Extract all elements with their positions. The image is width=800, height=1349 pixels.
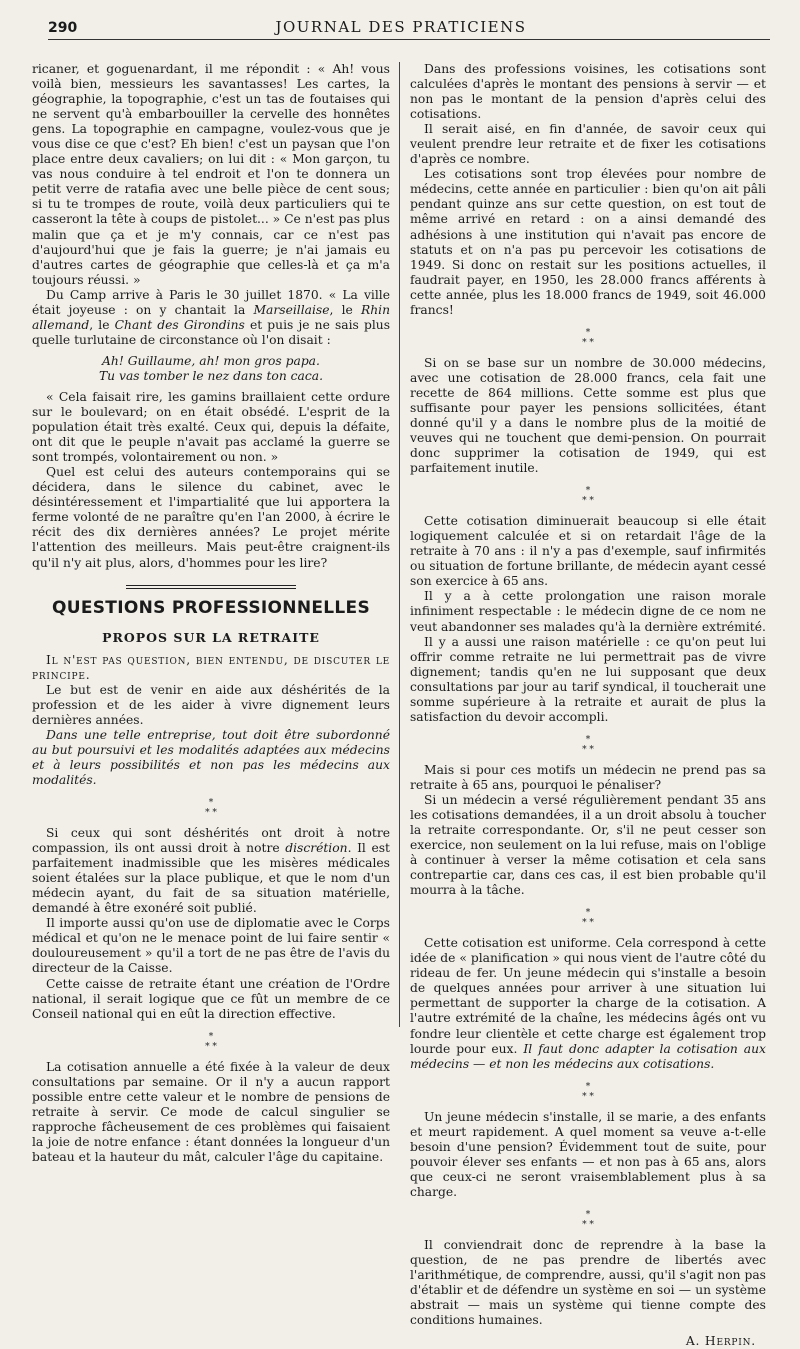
page-header	[30, 16, 772, 40]
paragraph: La cotisation annuelle a été fixée à la valeur de deux consultations par semaine. Or il n'y a aucun rapport possible entre cette valeur et le nombre de pensions de retraite à servir. Ce mode de calcul singulier se rapproche fâcheusement de ces problèmes qui faisaient la joie de notre enfance : étant données la longueur d'un bateau et la hauteur du mât, calculer l'âge du capitaine.	[32, 1059, 390, 1164]
paragraph: Un jeune médecin s'installe, il se marie, a des enfants et meurt rapidement. A quel moment sa veuve a-t-elle besoin d'une pension? Évidemment tout de suite, pour pouvoir élever ses enfants — et non pas à 65 ans, alors que ceux-ci ne seront vraisemblablement plus à sa charge.	[410, 1109, 766, 1199]
paragraph: Cette cotisation diminuerait beaucoup si elle était logiquement calculée et si on retardait l'âge de la retraite à 70 ans : il n'y a pas d'exemple, sauf infirmités ou situation de fortune brillante, de médecin ayant cessé son exercice à 65 ans.	[410, 514, 766, 589]
paragraph: Il y a aussi une raison matérielle : ce qu'on peut lui offrir comme retraite ne lui permettrait pas de vivre dignement; tandis qu'en ne lui supposant que deux consultations par jour au tarif syndical, il toucherait une somme supérieure à la retraite et aurait de plus la satisfaction du devoir accompli.	[410, 634, 766, 724]
paragraph: « Cela faisait rire, les gamins braillaient cette ordure sur le boulevard; on en était obsédé. L'esprit de la population était très exalté. Ceux qui, depuis la défaite, ont dit que le peuple n'avait pas acclamé la guerre se sont trompés, volontairement ou non. »	[32, 389, 390, 465]
asterism: * * *	[205, 1031, 217, 1052]
paragraph: Il n'est pas question, bien entendu, de discuter le principe.	[32, 652, 390, 682]
left-column	[32, 62, 390, 1165]
paragraph: Il y a à cette prolongation une raison morale infiniment respectable : le médecin digne de ce nom ne veut abandonner ses malades qu'à la dernière extrémité.	[410, 589, 766, 634]
paragraph	[410, 936, 766, 1071]
text-run: Du Camp arrive à Paris le 30 juillet 1870. « La ville était joyeuse : on y chantait la	[32, 287, 390, 317]
paragraph: Mais si pour ces motifs un médecin ne prend pas sa retraite à 65 ans, pourquoi le pénaliser?	[410, 762, 766, 792]
asterism: * * *	[582, 1209, 594, 1230]
text-run: Cette cotisation est uniforme. Cela correspond à cette idée de « planification » qui nous vient de l'autre côté du rideau de fer. Un jeune médecin qui s'installe a besoin de quelques années pour arriver à une situation lui permettant de supporter la charge de la cotisation. A l'autre extrémité de la chaîne, les médecins âgés ont vu fondre leur clientèle et cette charge est également trop lourde pour eux.	[410, 936, 766, 1056]
asterism: * * *	[582, 908, 594, 929]
paragraph: Les cotisations sont trop élevées pour nombre de médecins, cette année en particulier : bien qu'on ait pâli pendant quinze ans sur cette question, on est tout de même arrivé en retard : on a ainsi demandé des adhésions à une institution qui n'avait pas encore de statuts et on n'a pas pu percevoir les cotisations de 1949. Si donc on restait sur les positions actuelles, il faudrait payer, en 1950, les 28.000 francs afférents à cette année, plus les 18.000 francs de 1949, soit 46.000 francs!	[410, 167, 766, 317]
paragraph: Il serait aisé, en fin d'année, de savoir ceux qui veulent prendre leur retraite et de fixer les cotisations d'après ce nombre.	[410, 122, 766, 167]
emphasis: Il faut donc adapter la cotisation aux médecins — et non les médecins aux cotisations.	[410, 1041, 766, 1071]
right-column	[410, 62, 766, 1349]
paragraph: Il conviendrait donc de reprendre à la base la question, de ne pas prendre de libertés avec l'arithmétique, de comprendre, aussi, qu'il s'agit non pas d'établir et de défendre un système en soi — un système abstrait — mais un système qui tienne compte des conditions humaines.	[410, 1237, 766, 1328]
text-run: . Il est parfaitement inadmissible que les misères médicales soient étalées sur la place publique, et que le nom d'un médecin ayant, du fait de sa situation matérielle, demandé à être exonéré soit publié.	[32, 841, 391, 916]
text-run: Si ceux qui sont déshérités ont droit à notre compassion, ils ont aussi droit à notre	[32, 826, 390, 856]
paragraph: Dans des professions voisines, les cotisations sont calculées d'après le montant des pensions à servir — et non pas le montant de la pension d'après celui des cotisations.	[410, 62, 766, 122]
text-run: et puis je ne sais plus quelle turlutaine de circonstance où l'on disait :	[32, 317, 391, 347]
paragraph: ricaner, et goguenardant, il me répondit : « Ah! vous voilà bien, messieurs les savantasses! Les cartes, la géographie, la topographie, c'est un tas de foutaises qui ne servent qu'à embarbouiller la cervelle des honnêtes gens. La topographie en campagne, voulez-vous que je vous dise ce que c'est? Eh bien! c'est un paysan que l'on place entre deux cavaliers; on lui dit : « Mon garçon, tu vas nous conduire à tel endroit et l'on te donnera un petit verre de ratafia avec une belle pièce de cent sous; si tu te trompes de route, voilà deux particuliers qui te casseront la tête à coups de pistolet... » Ce n'est pas plus malin que ça et je m'y connais, car ce n'est pas d'aujourd'hui que je fais la guerre; je n'ai jamais eu d'autres cartes de géographie que celles-là et ça m'a toujours réussi. »	[32, 62, 390, 287]
asterism: * * *	[582, 327, 594, 348]
asterism: * * *	[582, 486, 594, 507]
paragraph	[32, 826, 390, 916]
journal-title: JOURNAL DES PRATICIENS	[275, 18, 527, 36]
song-title: Rhin allemand	[32, 302, 390, 332]
asterism: * * *	[205, 798, 217, 819]
paragraph: Il importe aussi qu'on use de diplomatie avec le Corps médical et qu'on ne le menace point de lui faire sentir « douloureusement » qu'il a tort de ne pas être de l'avis du directeur de la Caisse.	[32, 916, 390, 976]
verse-line: Ah! Guillaume, ah! mon gros papa.	[102, 353, 320, 368]
paragraph: Quel est celui des auteurs contemporains qui se décidera, dans le silence du cabinet, avec le désintéressement et l'impartialité que lui apportera la ferme volonté de ne paraître qu'en l'an 2000, à écrire le récit des dix dernières années? Le projet mérite l'attention des meilleurs. Mais peut-être craignent-ils qu'il n'y ait plus, alors, d'hommes pour les lire?	[32, 465, 390, 570]
song-title: Chant des Girondins	[114, 317, 245, 332]
paragraph: Si un médecin a versé régulièrement pendant 35 ans les cotisations demandées, il a un droit absolu à toucher la retraite correspondante. Or, s'il ne peut cesser son exercice, non seulement on la lui refuse, mais on l'oblige à continuer à verser la même cotisation et cela sans contrepartie car, dans ces cas, il est bien probable qu'il mourra à la tâche.	[410, 792, 766, 898]
paragraph: Dans une telle entreprise, tout doit être subordonné au but poursuivi et les modalités adaptées aux médecins et à leurs possibilités et non pas les médecins aux modalités.	[32, 727, 390, 788]
section-title: QUESTIONS PROFESSIONNELLES	[52, 597, 370, 618]
emphasis: discrétion	[285, 841, 348, 856]
page-number: 290	[48, 20, 78, 36]
author-signature: A. Herpin.	[685, 1334, 756, 1349]
article-title: PROPOS SUR LA RETRAITE	[102, 629, 320, 645]
verse-line: Tu vas tomber le nez dans ton caca.	[98, 368, 324, 383]
asterism: * * *	[582, 734, 594, 755]
paragraph	[32, 288, 390, 348]
header-rule	[48, 39, 770, 40]
asterism: * * *	[582, 1081, 594, 1102]
song-title: Marseillaise	[253, 302, 330, 317]
text-run: , le	[329, 302, 361, 317]
paragraph: Le but est de venir en aide aux déshérités de la profession et de les aider à vivre dignement leurs dernières années.	[32, 682, 390, 727]
paragraph: Si on se base sur un nombre de 30.000 médecins, avec une cotisation de 28.000 francs, cela fait une recette de 864 millions. Cette somme est plus que suffisante pour payer les pensions sollicitées, étant donné qu'il y a dans le nombre plus de la moitié de veuves qui ne touchent que demi-pension. On pourrait donc supprimer la cotisation de 1949, qui est parfaitement inutile.	[410, 355, 766, 476]
paragraph: Cette caisse de retraite étant une création de l'Ordre national, il serait logique que ce fût un membre de ce Conseil national qui en eût la direction effective.	[32, 976, 390, 1021]
text-run: , le	[89, 317, 115, 332]
section-rule	[126, 585, 296, 589]
verse	[32, 354, 390, 384]
column-divider	[399, 62, 400, 1027]
